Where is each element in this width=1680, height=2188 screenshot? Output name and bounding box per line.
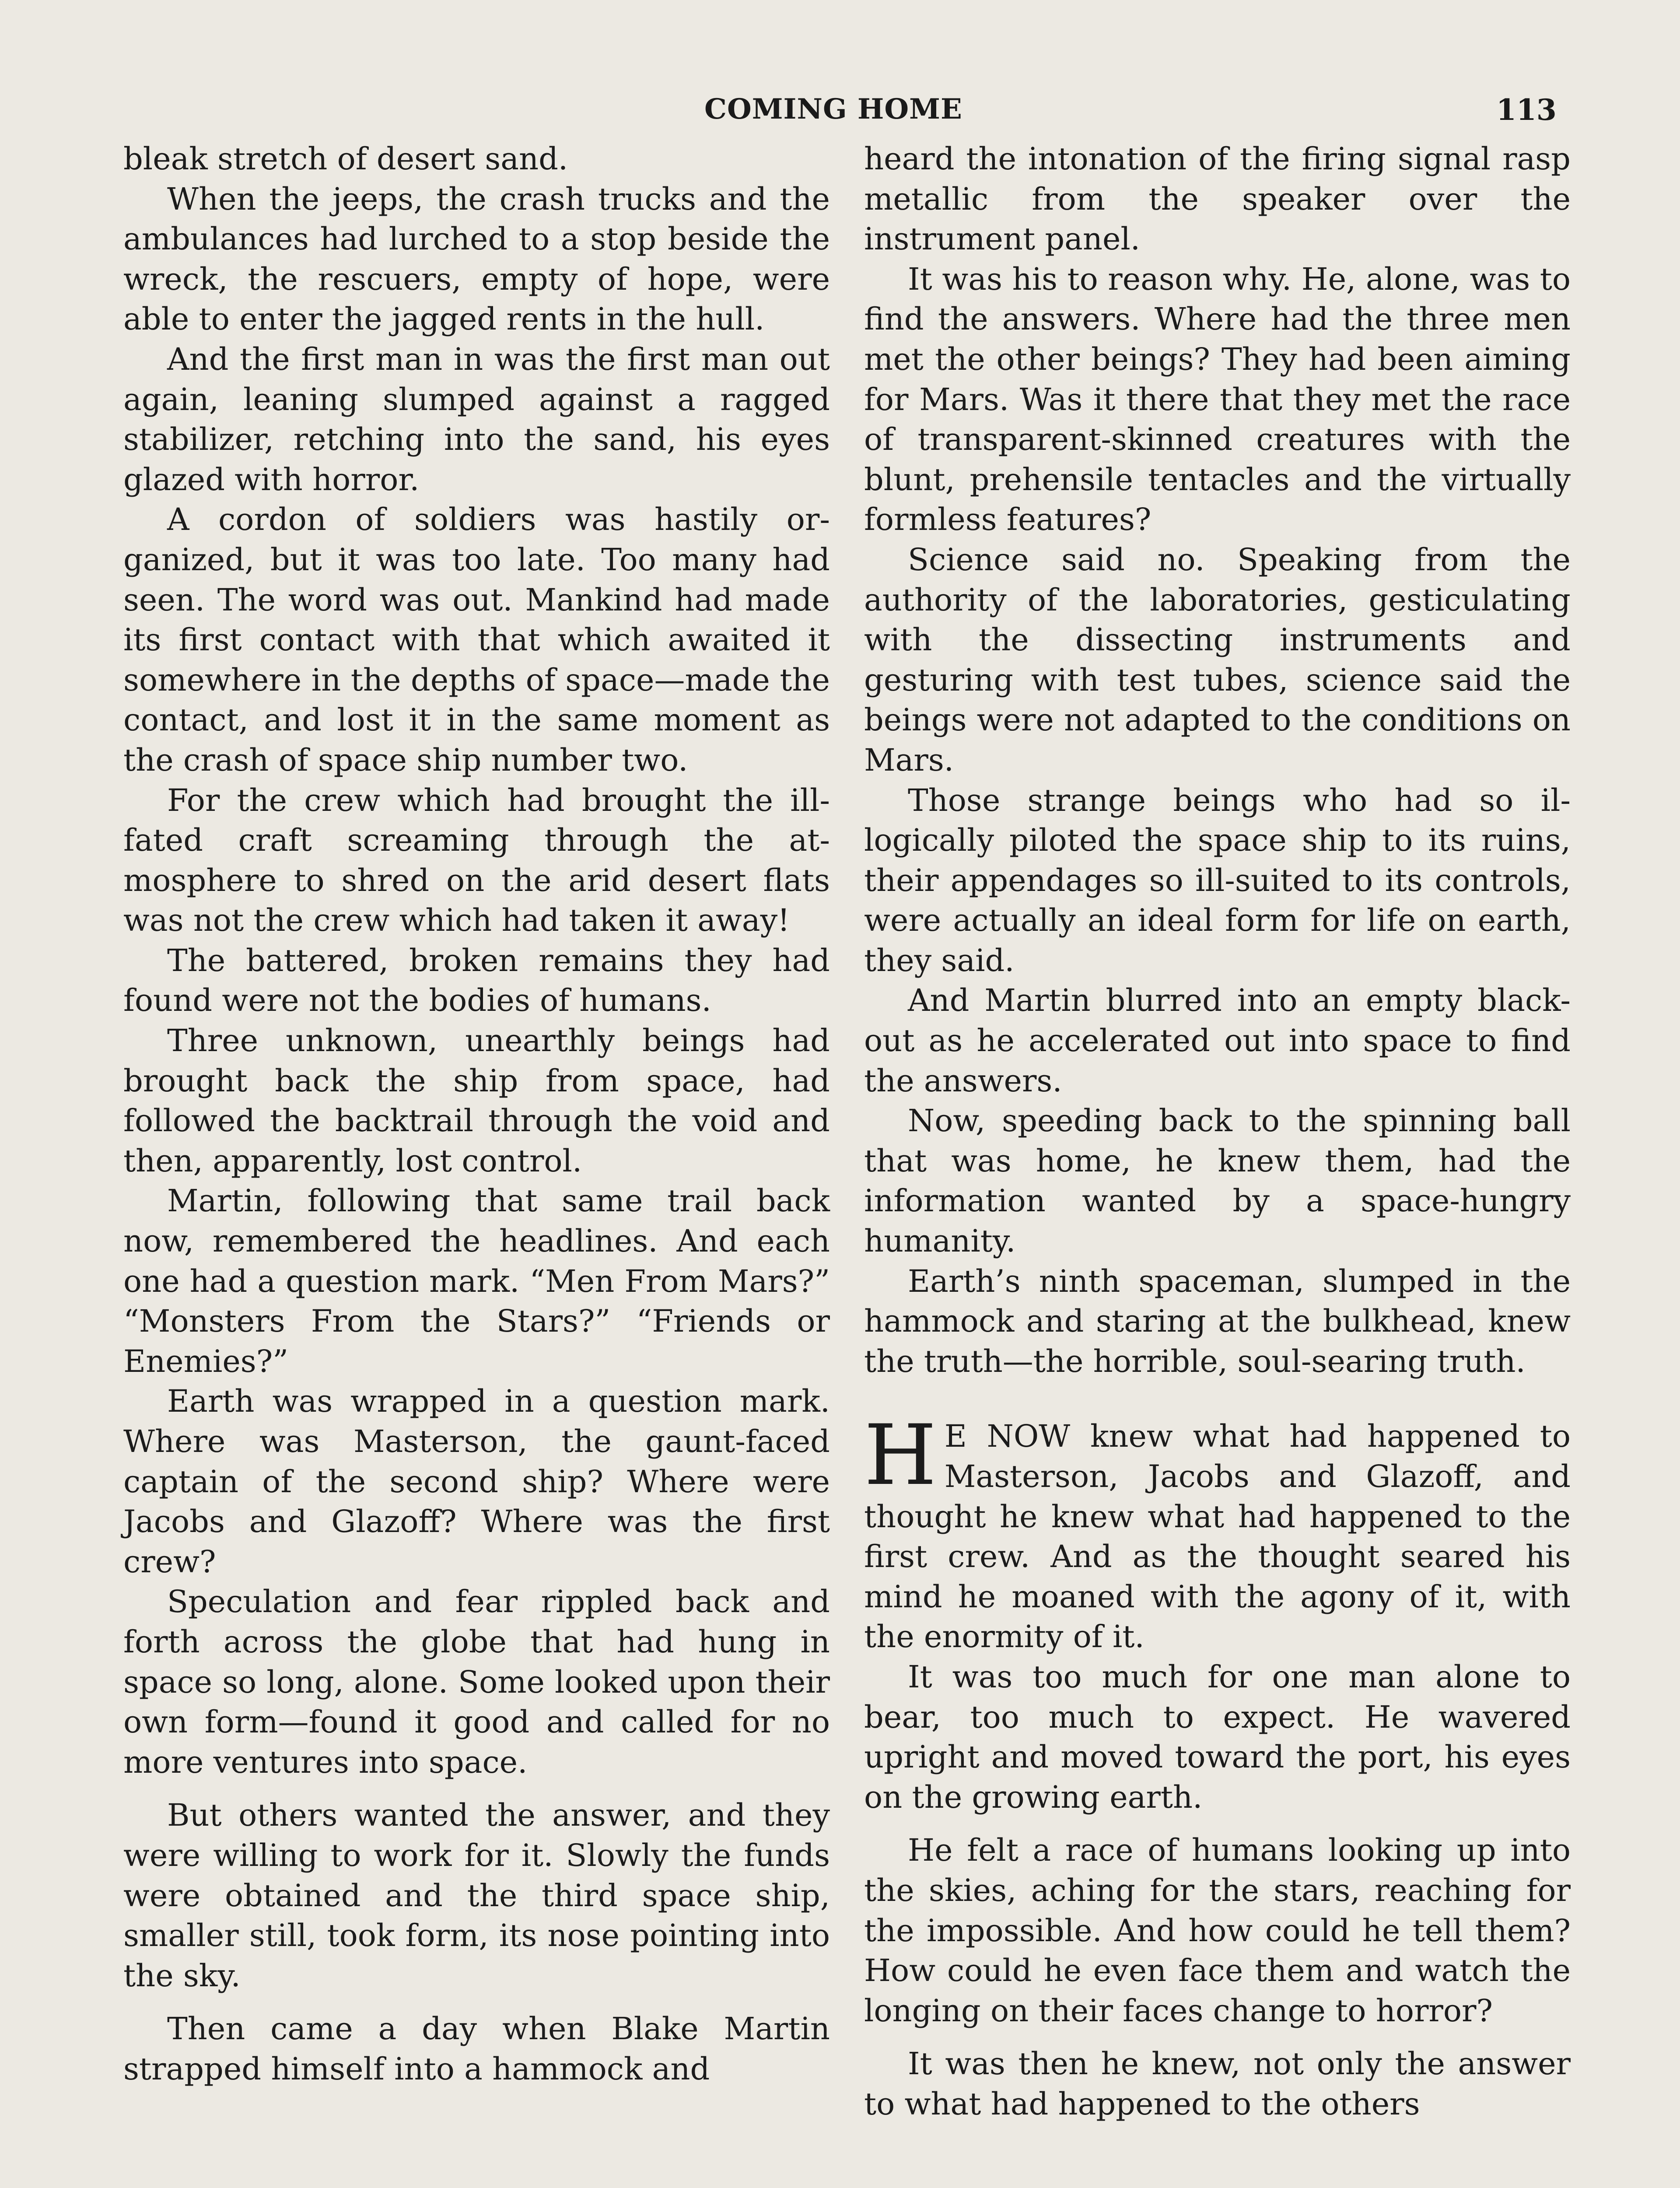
- paragraph: But others wanted the answer, and they were willing to work for it. Slowly the funds were obtained and the third space ship, smaller still, took form, its nose pointing into the sky.: [123, 1797, 830, 1994]
- paragraph: Those strange beings who had so illogically piloted the space ship to its ruins, their appendages so ill-suited to its controls, were actually an ideal form for life on earth, they said.: [864, 782, 1571, 978]
- paragraph: It was then he knew, not only the answer to what had happened to the others: [864, 2046, 1571, 2122]
- paragraph: And Martin blurred into an empty black-out as he accelerated out into space to find the answers.: [864, 982, 1571, 1099]
- paragraph: Now, speeding back to the spinning ball that was home, he knew them, had the information wanted by a space-hungry humanity.: [864, 1103, 1571, 1259]
- paragraph: He felt a race of humans looking up into the skies, aching for the stars, reaching for the impossible. And how could he tell them? How could he even face them and watch the longing on their faces change to horror?: [864, 1832, 1571, 2029]
- paragraph: A cordon of soldiers was hastily organized, but it was too late. Too many had seen. The word was out. Mankind had made its first contact with that which awaited it somewhere in the depths of space—made the contact, and lost it in the same moment as the crash of space ship number two.: [123, 501, 830, 778]
- paragraph: It was too much for one man alone to bear, too much to expect. He wavered upright and moved toward the port, his eyes on the growing earth.: [864, 1659, 1571, 1815]
- paragraph: Earth’s ninth spaceman, slumped in the hammock and staring at the bulkhead, knew the truth—the horrible, soul-searing truth.: [864, 1263, 1571, 1379]
- paragraph: The battered, broken remains they had found were not the bodies of humans.: [123, 942, 830, 1019]
- section-opening-text: E NOW knew what had happened to Masterson, Jacobs and Glazoff, and thought he knew what had happened to the first crew. And as the thought seared his mind he moaned with the agony of it, with the enormity of it.: [864, 1418, 1571, 1655]
- paragraph: And the first man in was the first man out again, leaning slumped against a ragged stabilizer, retching into the sand, his eyes glazed with horror.: [123, 341, 830, 498]
- page-header: [0, 93, 1680, 137]
- paragraph: Speculation and fear rippled back and forth across the globe that had hung in space so long, alone. Some looked upon their own form—found it good and called for no more ventures into space.: [123, 1584, 830, 1780]
- paragraph: bleak stretch of desert sand.: [123, 141, 568, 177]
- paragraph: When the jeeps, the crash trucks and the ambulances had lurched to a stop beside the wreck, the rescuers, empty of hope, were able to enter the jagged rents in the hull.: [123, 181, 830, 337]
- right-column: [864, 139, 1571, 2125]
- paragraph: Then came a day when Blake Martin strapped himself into a hammock and: [123, 2011, 830, 2087]
- paragraph: Martin, following that same trail back now, remembered the headlines. And each one had a question mark. “Men From Mars?” “Monsters From the Stars?” “Friends or Enemies?”: [123, 1183, 830, 1379]
- left-column: [123, 139, 830, 2090]
- paragraph: For the crew which had brought the ill-fated craft screaming through the atmosphere to shred on the arid desert flats was not the crew which had taken it away!: [123, 782, 830, 939]
- paragraph: Earth was wrapped in a question mark. Where was Masterson, the gaunt-faced captain of the second ship? Where were Jacobs and Glazoff? Where was the first crew?: [123, 1383, 830, 1580]
- paragraph: Three unknown, unearthly beings had brought back the ship from space, had followed the backtrail through the void and then, apparently, lost control.: [123, 1023, 830, 1179]
- paragraph: It was his to reason why. He, alone, was to find the answers. Where had the three men met the other beings? They had been aiming for Mars. Was it there that they met the race of transparent-skinned creatures with the blunt, prehensile tentacles and the virtually formless features?: [864, 261, 1571, 538]
- page-number: 113: [1496, 93, 1557, 127]
- running-title: COMING HOME: [704, 93, 962, 126]
- paragraph: Science said no. Speaking from the authority of the laboratories, gesticulating with the dissecting instruments and gesturing with test tubes, science said the beings were not adapted to the conditions on Mars.: [864, 541, 1571, 778]
- drop-cap: H: [864, 1407, 937, 1504]
- paragraph: heard the intonation of the firing signal rasp metallic from the speaker over the instrument panel.: [864, 141, 1571, 257]
- section-opening-paragraph: [864, 1407, 1571, 1657]
